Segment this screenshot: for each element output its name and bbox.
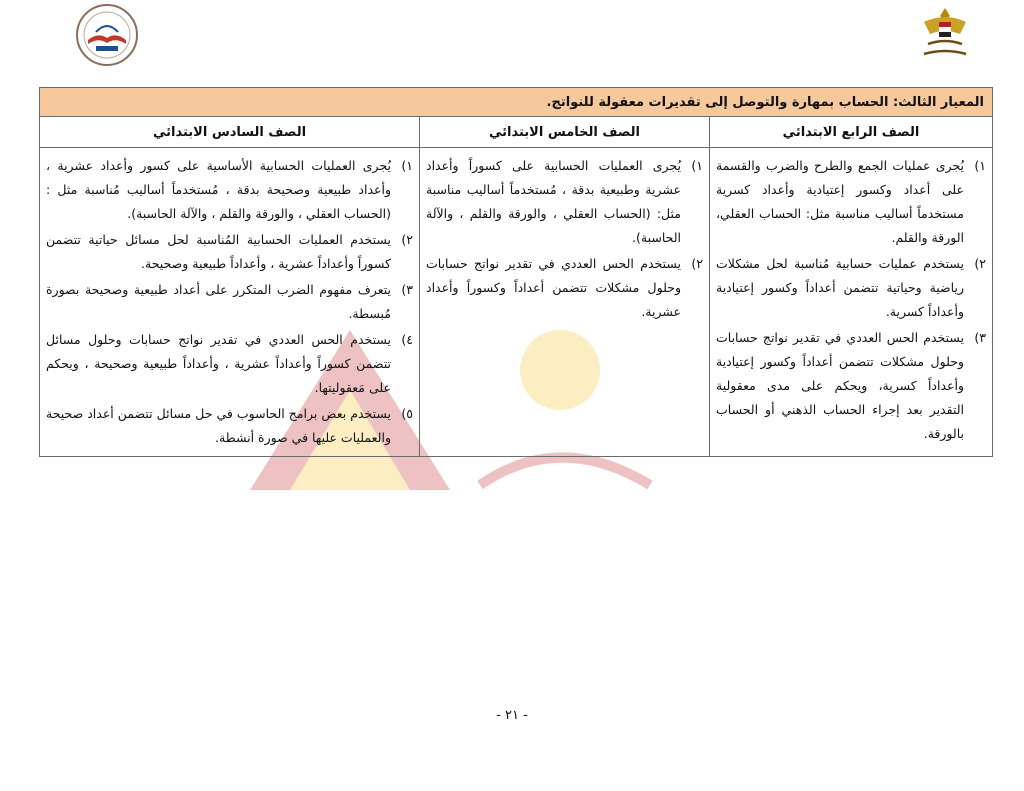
item-text: يُجرى العمليات الحسابية على كسوراً وأعداد عشرية وطبيعية بدقة ، مُستخدماً أساليب مناسبة مثل: (الحساب العقلي ، والورقة والقلم ، والآلة الحاسبة). — [426, 158, 681, 245]
grade-5-outcomes — [420, 148, 710, 457]
item-text: يتعرف مفهوم الضرب المتكرر على أعداد طبيعية وصحيحة بصورة مُبسطة. — [46, 282, 391, 321]
item-text: يستخدم الحس العددي في تقدير نواتج حسابات وحلول مشكلات تتضمن أعداداً وكسور إعتيادية وأعداداً كسرية، ويحكم على مدى معقولية التقدير بعد إجراء الحساب الذهني أو الحساب بالورقة. — [716, 330, 964, 441]
item-number: ٢) — [691, 256, 703, 271]
list-item — [716, 252, 986, 324]
item-text: يستخدم الحس العددي في تقدير نواتج حسابات وحلول مشكلات تتضمن أعداداً وكسوراً وأعداد عشرية. — [426, 256, 681, 319]
list-item — [46, 228, 413, 276]
item-number: ٢) — [401, 232, 413, 247]
item-text: يستخدم الحس العددي في تقدير نواتج حسابات وحلول مسائل تتضمن كسوراً وأعداداً عشرية ، وأعداداً طبيعية وصحيحة ، ويحكم على مَعقوليتها. — [46, 332, 391, 395]
item-number: ١) — [401, 158, 413, 173]
page-number: - ٢١ - — [496, 708, 528, 723]
grade-4-outcomes — [710, 148, 993, 457]
list-item — [426, 154, 703, 250]
grade-5-header: الصف الخامس الابتدائي — [420, 117, 710, 148]
item-text: يُجرى عمليات الجمع والطرح والضرب والقسمة على أعداد وكسور إعتيادية وأعداد كسرية مستخدماً أساليب مناسبة مثل: الحساب العقلي، الورقة والقلم. — [716, 158, 964, 245]
standards-table — [39, 87, 993, 457]
item-number: ١) — [974, 158, 986, 173]
item-number: ٣) — [974, 330, 986, 345]
item-number: ٥) — [401, 406, 413, 421]
list-item — [46, 328, 413, 400]
item-text: يُجرى العمليات الحسابية الأساسية على كسور وأعداد عشرية ، وأعداد طبيعية وصحيحة بدقة ، مُستخدماً أساليب مُناسبة مثل : (الحساب العقلي ، والورقة والقلم ، والآلة الحاسبة). — [46, 158, 391, 221]
list-item — [716, 326, 986, 446]
grade-6-header: الصف السادس الابتدائي — [40, 117, 420, 148]
list-item — [46, 402, 413, 450]
item-number: ٤) — [401, 332, 413, 347]
list-item — [46, 278, 413, 326]
item-text: يستخدم بعض برامج الحاسوب في حل مسائل تتضمن أعداد صحيحة والعمليات عليها في صورة أنشطة. — [46, 406, 391, 445]
list-item — [46, 154, 413, 226]
grade-6-outcomes — [40, 148, 420, 457]
institute-seal-icon — [74, 2, 140, 68]
list-item — [716, 154, 986, 250]
grade-4-header: الصف الرابع الابتدائي — [710, 117, 993, 148]
item-number: ٢) — [974, 256, 986, 271]
item-text: يستخدم عمليات حسابية مُناسبة لحل مشكلات رياضية وحياتية تتضمن أعداداً وكسور إعتيادية وأعداداً كسرية. — [716, 256, 964, 319]
item-number: ١) — [691, 158, 703, 173]
standard-title: المعيار الثالث: الحساب بمهارة والتوصل إلى تقديرات معقولة للنواتج. — [40, 88, 993, 117]
egypt-eagle-emblem-icon — [914, 4, 976, 64]
list-item — [426, 252, 703, 324]
item-number: ٣) — [401, 282, 413, 297]
item-text: يستخدم العمليات الحسابية المُناسبة لحل مسائل حياتية تتضمن كسوراً وأعداداً عشرية ، وأعداداً طبيعية وصحيحة. — [46, 232, 391, 271]
